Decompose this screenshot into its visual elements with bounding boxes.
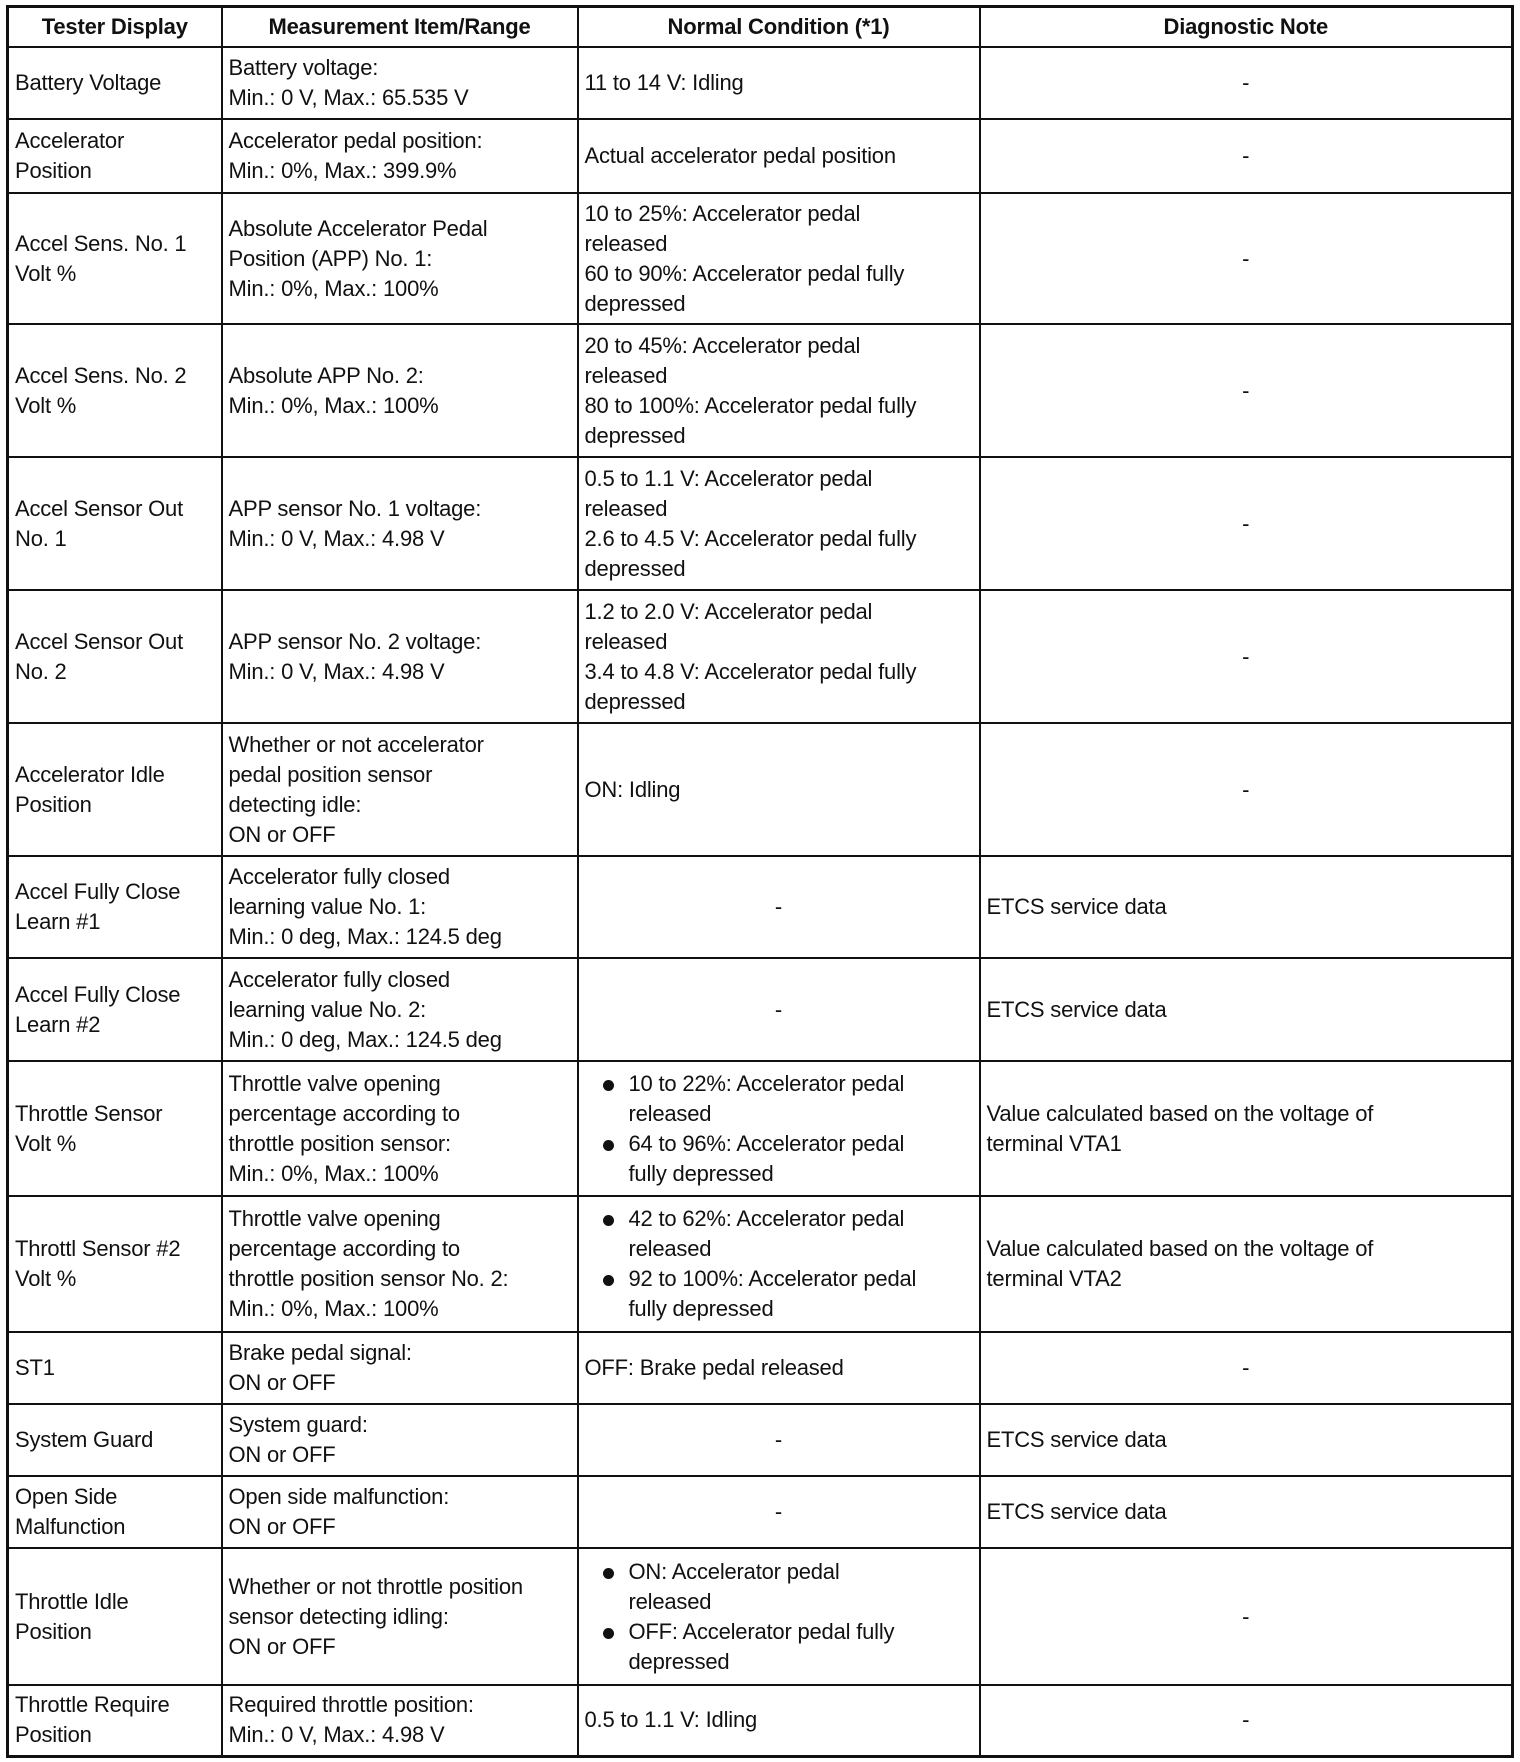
measurement-item-cell: Accelerator fully closed learning value No. 1: Min.: 0 deg, Max.: 124.5 deg: [222, 856, 578, 958]
header-measurement-item: Measurement Item/Range: [222, 7, 578, 48]
measurement-item-cell: APP sensor No. 2 voltage: Min.: 0 V, Max.: 4.98 V: [222, 590, 578, 723]
tester-display-cell: Accel Sensor Out No. 1: [8, 457, 222, 590]
diagnostic-note-cell: -: [980, 457, 1513, 590]
normal-condition-cell: -: [578, 856, 980, 958]
table-row: [8, 856, 1513, 958]
header-normal-condition: Normal Condition (*1): [578, 7, 980, 48]
data-list-table: [6, 5, 1514, 1758]
table-row: [8, 1548, 1513, 1685]
table-row: [8, 1061, 1513, 1196]
diagnostic-note-cell: ETCS service data: [980, 856, 1513, 958]
table-row: [8, 1476, 1513, 1548]
tester-display-cell: Throttle Require Position: [8, 1685, 222, 1756]
bullet-item: 64 to 96%: Accelerator pedal fully depressed: [585, 1129, 973, 1189]
measurement-item-cell: Brake pedal signal: ON or OFF: [222, 1332, 578, 1404]
measurement-item-cell: System guard: ON or OFF: [222, 1404, 578, 1476]
tester-display-cell: Throttl Sensor #2 Volt %: [8, 1196, 222, 1332]
bullet-list: [585, 1069, 973, 1189]
measurement-item-cell: Whether or not throttle position sensor detecting idling: ON or OFF: [222, 1548, 578, 1685]
tester-display-cell: Battery Voltage: [8, 47, 222, 119]
diagnostic-note-cell: ETCS service data: [980, 1404, 1513, 1476]
table-row: [8, 1332, 1513, 1404]
measurement-item-cell: APP sensor No. 1 voltage: Min.: 0 V, Max.: 4.98 V: [222, 457, 578, 590]
bullet-item: ON: Accelerator pedal released: [585, 1557, 973, 1617]
normal-condition-cell: -: [578, 958, 980, 1061]
normal-condition-cell: 10 to 25%: Accelerator pedal released 60 to 90%: Accelerator pedal fully depressed: [578, 193, 980, 324]
normal-condition-cell: 0.5 to 1.1 V: Accelerator pedal released 2.6 to 4.5 V: Accelerator pedal fully depressed: [578, 457, 980, 590]
header-tester-display: Tester Display: [8, 7, 222, 48]
table-row: [8, 1404, 1513, 1476]
bullet-item: 10 to 22%: Accelerator pedal released: [585, 1069, 973, 1129]
diagnostic-note-cell: -: [980, 590, 1513, 723]
measurement-item-cell: Accelerator fully closed learning value No. 2: Min.: 0 deg, Max.: 124.5 deg: [222, 958, 578, 1061]
diagnostic-note-cell: Value calculated based on the voltage of terminal VTA2: [980, 1196, 1513, 1332]
measurement-item-cell: Absolute Accelerator Pedal Position (APP) No. 1: Min.: 0%, Max.: 100%: [222, 193, 578, 324]
tester-display-cell: Accel Sens. No. 1 Volt %: [8, 193, 222, 324]
normal-condition-cell: [578, 1548, 980, 1685]
tester-display-cell: Accel Sensor Out No. 2: [8, 590, 222, 723]
table-row: [8, 723, 1513, 856]
tester-display-cell: Open Side Malfunction: [8, 1476, 222, 1548]
measurement-item-cell: Throttle valve opening percentage according to throttle position sensor: Min.: 0%, Max.: 100%: [222, 1061, 578, 1196]
bullet-item: 92 to 100%: Accelerator pedal fully depressed: [585, 1264, 973, 1324]
diagnostic-note-cell: ETCS service data: [980, 958, 1513, 1061]
normal-condition-cell: [578, 1196, 980, 1332]
bullet-list: [585, 1204, 973, 1324]
normal-condition-cell: -: [578, 1476, 980, 1548]
normal-condition-cell: 20 to 45%: Accelerator pedal released 80 to 100%: Accelerator pedal fully depressed: [578, 324, 980, 457]
tester-display-cell: Accelerator Position: [8, 119, 222, 193]
bullet-item: OFF: Accelerator pedal fully depressed: [585, 1617, 973, 1677]
normal-condition-cell: 1.2 to 2.0 V: Accelerator pedal released 3.4 to 4.8 V: Accelerator pedal fully depressed: [578, 590, 980, 723]
table-row: [8, 457, 1513, 590]
table-row: [8, 119, 1513, 193]
normal-condition-cell: -: [578, 1404, 980, 1476]
header-row: [8, 7, 1513, 48]
measurement-item-cell: Open side malfunction: ON or OFF: [222, 1476, 578, 1548]
diagnostic-note-cell: -: [980, 723, 1513, 856]
table-row: [8, 590, 1513, 723]
tester-display-cell: System Guard: [8, 1404, 222, 1476]
measurement-item-cell: Required throttle position: Min.: 0 V, Max.: 4.98 V: [222, 1685, 578, 1756]
tester-display-cell: Throttle Sensor Volt %: [8, 1061, 222, 1196]
tester-display-cell: Throttle Idle Position: [8, 1548, 222, 1685]
normal-condition-cell: Actual accelerator pedal position: [578, 119, 980, 193]
normal-condition-cell: [578, 1061, 980, 1196]
diagnostic-note-cell: -: [980, 193, 1513, 324]
table-row: [8, 958, 1513, 1061]
table-row: [8, 1685, 1513, 1756]
diagnostic-note-cell: -: [980, 1685, 1513, 1756]
tester-display-cell: Accel Fully Close Learn #1: [8, 856, 222, 958]
tester-display-cell: Accel Sens. No. 2 Volt %: [8, 324, 222, 457]
table-row: [8, 47, 1513, 119]
measurement-item-cell: Whether or not accelerator pedal position sensor detecting idle: ON or OFF: [222, 723, 578, 856]
diagnostic-note-cell: -: [980, 1332, 1513, 1404]
normal-condition-cell: 11 to 14 V: Idling: [578, 47, 980, 119]
measurement-item-cell: Battery voltage: Min.: 0 V, Max.: 65.535 V: [222, 47, 578, 119]
normal-condition-cell: 0.5 to 1.1 V: Idling: [578, 1685, 980, 1756]
bullet-list: [585, 1557, 973, 1677]
diagnostic-note-cell: -: [980, 1548, 1513, 1685]
tester-display-cell: ST1: [8, 1332, 222, 1404]
tester-display-cell: Accel Fully Close Learn #2: [8, 958, 222, 1061]
diagnostic-note-cell: Value calculated based on the voltage of terminal VTA1: [980, 1061, 1513, 1196]
diagnostic-note-cell: -: [980, 119, 1513, 193]
diagnostic-note-cell: ETCS service data: [980, 1476, 1513, 1548]
normal-condition-cell: ON: Idling: [578, 723, 980, 856]
tester-display-cell: Accelerator Idle Position: [8, 723, 222, 856]
measurement-item-cell: Throttle valve opening percentage according to throttle position sensor No. 2: Min.: 0%, Max.: 100%: [222, 1196, 578, 1332]
measurement-item-cell: Absolute APP No. 2: Min.: 0%, Max.: 100%: [222, 324, 578, 457]
bullet-item: 42 to 62%: Accelerator pedal released: [585, 1204, 973, 1264]
diagnostic-note-cell: -: [980, 324, 1513, 457]
normal-condition-cell: OFF: Brake pedal released: [578, 1332, 980, 1404]
table-row: [8, 193, 1513, 324]
diagnostic-note-cell: -: [980, 47, 1513, 119]
header-diagnostic-note: Diagnostic Note: [980, 7, 1513, 48]
table-row: [8, 1196, 1513, 1332]
measurement-item-cell: Accelerator pedal position: Min.: 0%, Max.: 399.9%: [222, 119, 578, 193]
table-row: [8, 324, 1513, 457]
